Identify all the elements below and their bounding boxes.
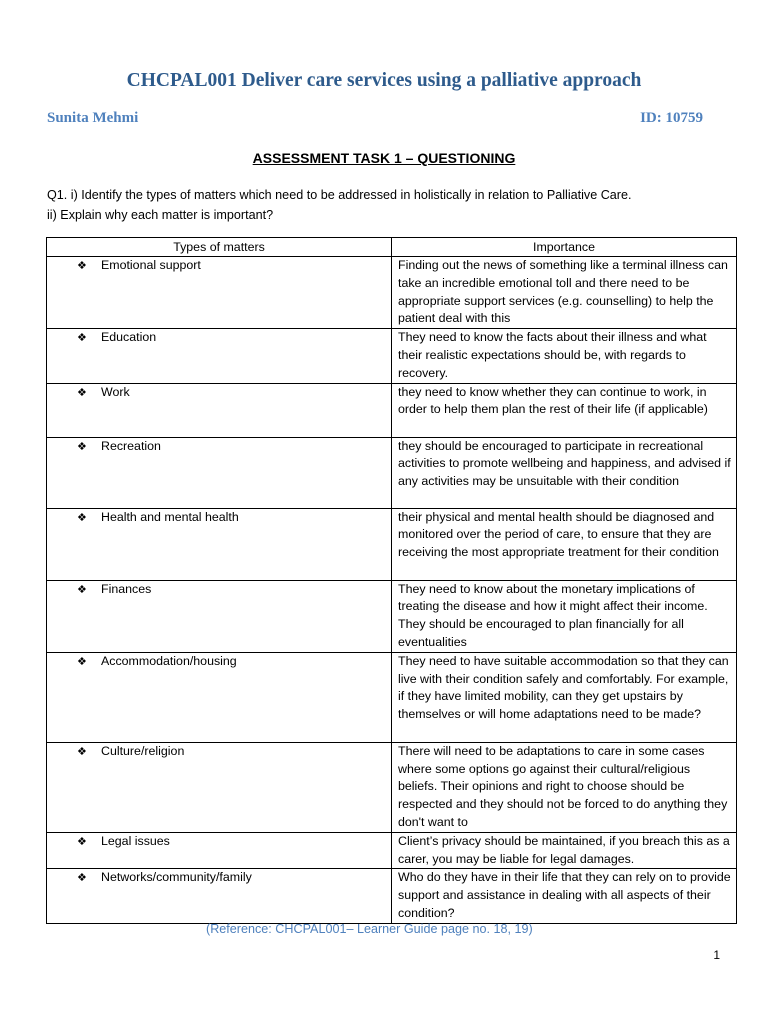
matter-type-cell <box>47 437 392 508</box>
diamond-bullet-icon: ❖ <box>77 386 87 399</box>
header-importance: Importance <box>392 238 737 257</box>
table-row <box>47 329 737 383</box>
matter-type: Accommodation/housing <box>101 653 237 668</box>
importance-cell: they need to know whether they can continue to work, in order to help them plan the rest of their life (if applicable) <box>392 383 737 437</box>
matter-type-cell <box>47 580 392 652</box>
matter-type: Health and mental health <box>101 509 239 524</box>
importance-cell: There will need to be adaptations to care in some cases where some options go against their cultural/religious beliefs. Their opinions and right to choose should be respected and they should not be forced to do anything they don't want to <box>392 742 737 832</box>
matter-type: Work <box>101 384 130 399</box>
table-row <box>47 508 737 580</box>
diamond-bullet-icon: ❖ <box>77 260 87 272</box>
question-line-1: Q1. i) Identify the types of matters which need to be addressed in holistically in relation to Palliative Care. <box>47 188 632 202</box>
importance-cell: They need to know the facts about their illness and what their realistic expectations should be, with regards to recovery. <box>392 329 737 383</box>
matter-type: Culture/religion <box>101 743 185 758</box>
diamond-bullet-icon: ❖ <box>77 332 87 345</box>
matter-type: Legal issues <box>101 833 170 848</box>
table-row <box>47 580 737 652</box>
question-line-2: ii) Explain why each matter is important? <box>47 208 274 222</box>
importance-cell: They need to have suitable accommodation so that they can live with their condition safely and comfortably. For example, if they have limited mobility, can they get upstairs by themselves or will home adaptations need to be made? <box>392 652 737 742</box>
matter-type-cell <box>47 832 392 869</box>
matter-type-cell <box>47 329 392 383</box>
matter-type-cell <box>47 652 392 742</box>
author-name: Sunita Mehmi <box>47 110 139 126</box>
matter-type: Finances <box>101 581 152 596</box>
diamond-bullet-icon: ❖ <box>77 583 87 596</box>
matter-type-cell <box>47 508 392 580</box>
table-row <box>47 832 737 869</box>
question-block <box>47 185 747 225</box>
table-row <box>47 742 737 832</box>
table-row <box>47 652 737 742</box>
diamond-bullet-icon: ❖ <box>77 655 87 668</box>
importance-cell: Who do they have in their life that they can rely on to provide support and assistance in dealing with all aspects of their condition? <box>392 869 737 924</box>
page-number: 1 <box>713 948 720 962</box>
importance-cell: Finding out the news of something like a terminal illness can take an incredible emotional toll and there need to be appropriate support services (e.g. counselling) to help the patient deal with this <box>392 257 737 329</box>
table-row <box>47 383 737 437</box>
diamond-bullet-icon: ❖ <box>77 745 87 758</box>
student-id: ID: 10759 <box>640 110 703 126</box>
table-header-row <box>47 238 737 257</box>
document-title: CHCPAL001 Deliver care services using a palliative approach <box>126 70 642 91</box>
matter-type: Education <box>101 330 157 345</box>
diamond-bullet-icon: ❖ <box>77 440 87 453</box>
table-row <box>47 437 737 508</box>
matter-type-cell <box>47 742 392 832</box>
matter-type: Networks/community/family <box>101 870 252 885</box>
header-types-of-matters: Types of matters <box>47 238 392 257</box>
diamond-bullet-icon: ❖ <box>77 835 87 848</box>
reference-note: (Reference: CHCPAL001– Learner Guide page no. 18, 19) <box>206 922 533 936</box>
importance-cell: their physical and mental health should be diagnosed and monitored over the period of care, to ensure that they are receiving the most appropriate treatment for their condition <box>392 508 737 580</box>
diamond-bullet-icon: ❖ <box>77 511 87 524</box>
matter-type: Emotional support <box>101 258 201 272</box>
importance-cell: Client’s privacy should be maintained, if you breach this as a carer, you may be liable for legal damages. <box>392 832 737 869</box>
matter-type: Recreation <box>101 438 161 453</box>
matter-type-cell <box>47 257 392 329</box>
table-row <box>47 257 737 329</box>
matters-table <box>46 237 737 924</box>
table-row <box>47 869 737 924</box>
task-heading: ASSESSMENT TASK 1 – QUESTIONING <box>252 150 516 166</box>
diamond-bullet-icon: ❖ <box>77 872 87 885</box>
matter-type-cell <box>47 383 392 437</box>
importance-cell: They need to know about the monetary implications of treating the disease and how it might affect their income. They should be encouraged to plan financially for all eventualities <box>392 580 737 652</box>
importance-cell: they should be encouraged to participate in recreational activities to promote wellbeing and happiness, and advised if any activities may be unsuitable with their condition <box>392 437 737 508</box>
matter-type-cell <box>47 869 392 924</box>
author-row <box>47 110 703 127</box>
